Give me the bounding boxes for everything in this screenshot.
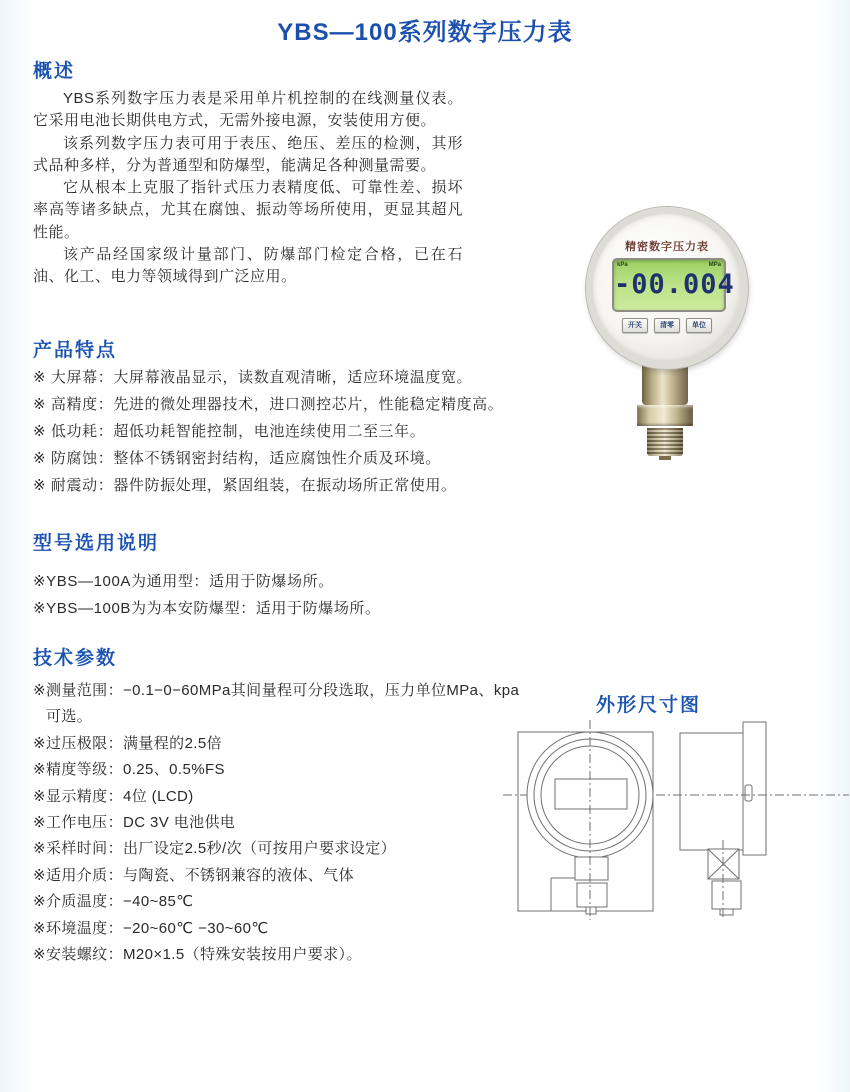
spec-item: ※精度等级：0.25、0.5%FS bbox=[33, 761, 225, 779]
overview-paragraph: 该产品经国家级计量部门、防爆部门检定合格，已在石油、化工、电力等领域得到广泛应用。 bbox=[33, 246, 463, 286]
spec-item: ※过压极限：满量程的2.5倍 bbox=[33, 734, 223, 752]
spec-item: ※环境温度：−20~60℃ −30~60℃ bbox=[33, 919, 269, 937]
models-list bbox=[33, 568, 533, 622]
dimension-heading: 外形尺寸图 bbox=[596, 695, 702, 716]
overview-paragraphs bbox=[33, 88, 463, 289]
spec-item: ※适用介质：与陶瓷、不锈钢兼容的液体、气体 bbox=[33, 866, 354, 884]
dimension-drawing bbox=[497, 716, 850, 941]
gauge-zero-button: 清零 bbox=[654, 318, 680, 333]
spec-item: ※工作电压：DC 3V 电池供电 bbox=[33, 814, 236, 832]
feature-item: ※ 大屏幕：大屏幕液晶显示，读数直观清晰，适应环境温度宽。 bbox=[33, 369, 473, 386]
gauge-unit-button: 单位 bbox=[686, 318, 712, 333]
features-list bbox=[33, 364, 533, 499]
lcd-reading: -00.004 bbox=[614, 269, 735, 300]
features-heading: 产品特点 bbox=[33, 340, 118, 361]
spec-item: ※采样时间：出厂设定2.5秒/次（可按用户要求设定） bbox=[33, 840, 396, 858]
product-photo-pressure-gauge bbox=[584, 207, 750, 459]
overview-paragraph: 该系列数字压力表可用于表压、绝压、差压的检测，其形式品种多样，分为普通型和防爆型，能满足各种测量需要。 bbox=[33, 134, 463, 174]
spec-item: ※显示精度：4位 (LCD) bbox=[33, 787, 194, 805]
gauge-dial bbox=[586, 207, 748, 369]
specs-list bbox=[33, 678, 520, 968]
spec-item: ※介质温度：−40~85℃ bbox=[33, 893, 194, 911]
gauge-connector-tip bbox=[659, 456, 671, 460]
lcd-unit-right-label: MPa bbox=[708, 262, 721, 268]
spec-item: ※安装螺纹：M20×1.5（特殊安装按用户要求）。 bbox=[33, 946, 362, 964]
overview-heading: 概述 bbox=[33, 61, 76, 82]
lcd-unit-left-label: kPa bbox=[617, 262, 628, 268]
feature-item: ※ 低功耗：超低功耗智能控制，电池连续使用二至三年。 bbox=[33, 423, 426, 440]
gauge-hex-nut bbox=[637, 405, 693, 426]
feature-item: ※ 防腐蚀：整体不锈钢密封结构，适应腐蚀性介质及环境。 bbox=[33, 450, 441, 467]
spec-item: ※测量范围：−0.1−0−60MPa其间量程可分段选取，压力单位MPa、kpa可选。 bbox=[33, 682, 520, 726]
overview-paragraph: 它从根本上克服了指针式压力表精度低、可靠性差、损坏率高等诸多缺点，尤其在腐蚀、振动等场所使用，更显其超凡性能。 bbox=[33, 179, 463, 241]
gauge-power-button: 开关 bbox=[622, 318, 648, 333]
model-item: ※YBS—100A为通用型：适用于防爆场所。 bbox=[33, 573, 334, 590]
gauge-threaded-connector bbox=[647, 428, 683, 456]
page-title: YBS—100系列数字压力表 bbox=[277, 19, 573, 46]
overview-paragraph: YBS系列数字压力表是采用单片机控制的在线测量仪表。它采用电池长期供电方式，无需外接电源，安装使用方便。 bbox=[33, 90, 463, 130]
specs-heading: 技术参数 bbox=[33, 648, 118, 669]
gauge-dial-title: 精密数字压力表 bbox=[625, 241, 709, 253]
feature-item: ※ 高精度：先进的微处理器技术，进口测控芯片，性能稳定精度高。 bbox=[33, 396, 504, 413]
feature-item: ※ 耐震动：器件防振处理，紧固组装，在振动场所正常使用。 bbox=[33, 477, 457, 494]
gauge-lcd-display bbox=[612, 258, 735, 312]
models-heading: 型号选用说明 bbox=[33, 533, 160, 554]
gauge-button-row bbox=[593, 318, 741, 333]
model-item: ※YBS—100B为为本安防爆型：适用于防爆场所。 bbox=[33, 600, 381, 617]
